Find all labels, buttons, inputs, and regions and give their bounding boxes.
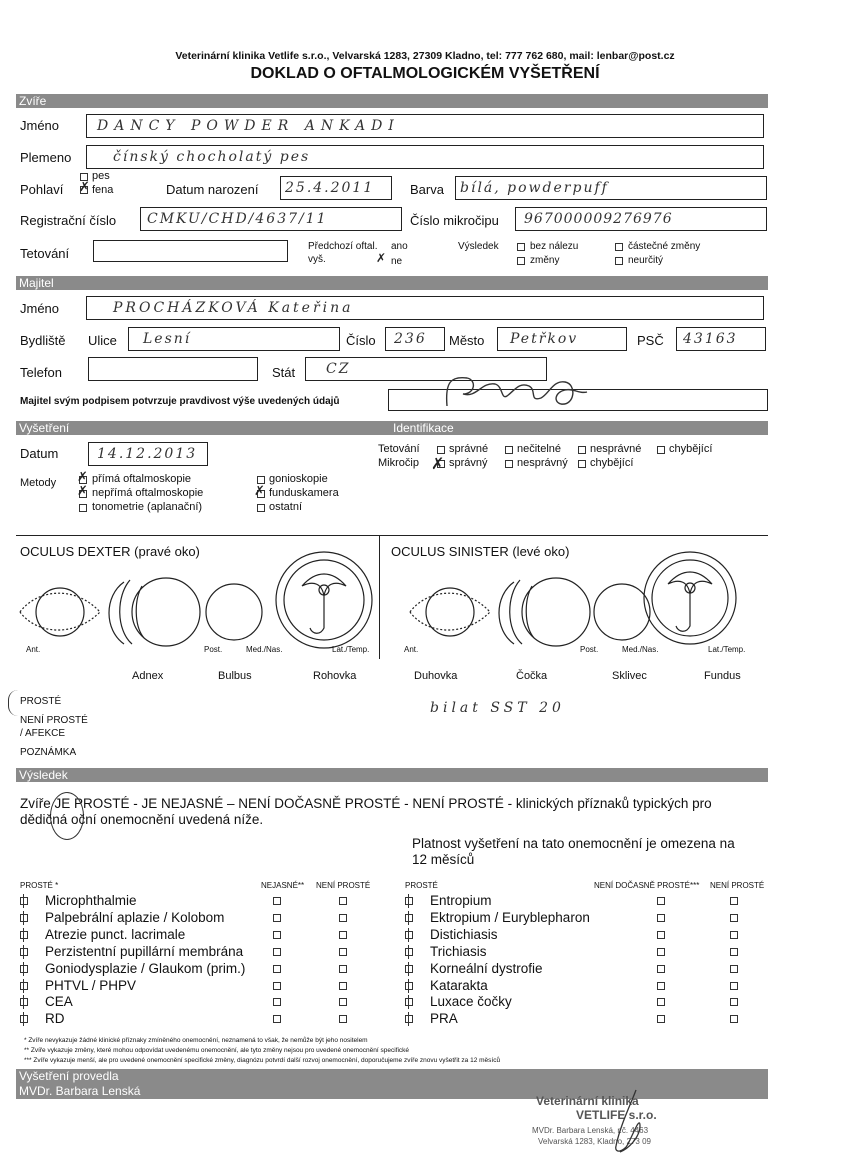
left-not-free-checkbox[interactable]: [339, 1015, 347, 1023]
prev-exam-no: ne: [391, 256, 403, 267]
footer-section-title: Vyšetření provedla: [19, 1069, 119, 1083]
right-temp-checkbox[interactable]: [657, 1015, 665, 1023]
footnote-1: * Zvíře nevykazuje žádné klinické příznaky zmíněného onemocnění, neznamená to však, že nemůže být jeho nositelem: [24, 1037, 368, 1044]
owner-signature: [437, 372, 597, 412]
sex-option-male: pes: [92, 170, 110, 182]
street-field[interactable]: [128, 327, 340, 351]
col-free-left: PROSTÉ *: [20, 881, 59, 890]
od-post-label: Post.: [204, 645, 223, 654]
disease-right: Korneální dystrofie: [430, 961, 543, 976]
row-prosté: PROSTÉ: [20, 696, 62, 707]
left-free-mark: [23, 894, 24, 908]
method-check-6[interactable]: [257, 504, 265, 512]
right-temp-checkbox[interactable]: [657, 948, 665, 956]
chip-opt-2: nesprávný: [517, 457, 568, 469]
os-post-label: Post.: [580, 645, 599, 654]
prev-exam-label-1: Předchozí oftal.: [308, 241, 378, 252]
result-option-3: částečné změny: [628, 241, 701, 252]
result-option-2: změny: [530, 255, 560, 266]
house-number-field[interactable]: [385, 327, 445, 351]
left-free-checkbox[interactable]: [20, 965, 28, 973]
tattoo-check-1[interactable]: [437, 446, 445, 454]
result-option-4: neurčitý: [628, 255, 664, 266]
disease-right: Trichiasis: [430, 944, 487, 959]
col-sklivec: Sklivec: [612, 670, 647, 682]
method-check-4[interactable]: [257, 476, 265, 484]
od-bulbus-lens: [120, 580, 132, 644]
os-adnex-eye: [426, 588, 474, 636]
left-not-free-checkbox[interactable]: [339, 965, 347, 973]
animal-name-value: DANCY POWDER ANKADI: [97, 118, 400, 134]
right-not-free-checkbox[interactable]: [730, 1015, 738, 1023]
vet-signature: [590, 1086, 670, 1158]
zip-field[interactable]: [676, 327, 766, 351]
right-not-free-checkbox[interactable]: [730, 998, 738, 1006]
method-3: tonometrie (aplanační): [92, 501, 203, 513]
owner-signature-field[interactable]: [388, 389, 768, 411]
left-not-free-checkbox[interactable]: [339, 914, 347, 922]
result-checkbox-3[interactable]: [615, 243, 623, 251]
dob-field[interactable]: [280, 176, 392, 200]
col-adnex: Adnex: [132, 670, 164, 682]
left-free-checkbox[interactable]: [20, 1015, 28, 1023]
disease-right: Entropium: [430, 893, 492, 908]
breed-label: Plemeno: [20, 150, 72, 165]
house-number-value: 236: [394, 331, 427, 347]
right-temp-checkbox[interactable]: [657, 965, 665, 973]
color-value: bílá, powderpuff: [460, 180, 609, 196]
left-free-checkbox[interactable]: [20, 998, 28, 1006]
identification-section-title: Identifikace: [393, 421, 454, 435]
zip-value: 43163: [683, 331, 738, 347]
street-label: Ulice: [88, 333, 117, 348]
footnote-3: *** Zvíře vykazuje menší, ale pro uvedené onemocnění specifické změny, diagnózu potvrdí další rozvoj onemocnění, doporučujeme zvíře znovu vyšetřit za 12 měsíců: [24, 1057, 501, 1064]
disease-left: Microphthalmie: [45, 893, 137, 908]
dob-value: 25.4.2011: [285, 180, 375, 196]
os-ant-label: Ant.: [404, 645, 419, 654]
stamp-line-1: Veterinární klinika: [536, 1094, 639, 1108]
owner-confirm-text: Majitel svým podpisem potvrzuje pravdivost výše uvedených údajů: [20, 396, 340, 407]
left-unclear-checkbox[interactable]: [273, 982, 281, 990]
result-checkbox-4[interactable]: [615, 257, 623, 265]
left-unclear-checkbox[interactable]: [273, 897, 281, 905]
right-temp-checkbox[interactable]: [657, 914, 665, 922]
oculus-dexter-title: OCULUS DEXTER (pravé oko): [20, 544, 200, 559]
os-bulbus-cornea: [499, 582, 514, 644]
right-free-mark: [408, 979, 409, 993]
footnote-2: ** Zvíře vykazuje změny, které mohou odpovídat uvedenému onemocnění, ale tyto změny nejsou pro uvedené onemocnění specifické: [24, 1047, 410, 1054]
col-not-free-right: NENÍ PROSTÉ: [710, 881, 765, 890]
prev-exam-no-check-mark: ✗: [376, 251, 387, 265]
color-field[interactable]: [455, 176, 767, 200]
exam-date-value: 14.12.2013: [97, 446, 198, 462]
method-2: nepřímá oftalmoskopie: [92, 487, 204, 499]
os-mednas-label: Med./Nas.: [622, 645, 659, 654]
left-free-checkbox[interactable]: [20, 914, 28, 922]
right-not-free-checkbox[interactable]: [730, 948, 738, 956]
prev-exam-yes: ano: [391, 241, 408, 252]
left-free-mark: [23, 979, 24, 993]
right-not-free-checkbox[interactable]: [730, 914, 738, 922]
exam-date-label: Datum: [20, 446, 59, 461]
state-label: Stát: [272, 365, 296, 380]
right-free-mark: [408, 945, 409, 959]
left-free-checkbox[interactable]: [20, 948, 28, 956]
animal-name-label: Jméno: [20, 118, 60, 133]
left-unclear-checkbox[interactable]: [273, 948, 281, 956]
left-not-free-checkbox[interactable]: [339, 897, 347, 905]
chip-check-2[interactable]: [505, 460, 513, 468]
stamp-line-2: VETLIFE s.r.o.: [576, 1108, 657, 1122]
breed-value: čínský chocholatý pes: [113, 149, 311, 165]
left-unclear-checkbox[interactable]: [273, 998, 281, 1006]
left-unclear-checkbox[interactable]: [273, 931, 281, 939]
left-free-mark: [23, 928, 24, 942]
chip-opt-3: chybějící: [590, 457, 634, 469]
method-5-check-mark: ✗: [254, 484, 265, 499]
result-statement-line-1: Zvíře JE PROSTÉ - JE NEJASNÉ – NENÍ DOČASNĚ PROSTÉ - NENÍ PROSTÉ - klinických příznaků typických pro: [20, 796, 712, 811]
right-free-mark: [408, 962, 409, 976]
disease-left: PHTVL / PHPV: [45, 978, 137, 993]
result-label: Výsledek: [458, 241, 499, 252]
right-temp-checkbox[interactable]: [657, 931, 665, 939]
owner-section-bar: [16, 276, 768, 290]
right-not-free-checkbox[interactable]: [730, 931, 738, 939]
row-afekce: / AFEKCE: [20, 728, 66, 739]
city-field[interactable]: [497, 327, 627, 351]
animal-name-field[interactable]: [86, 114, 764, 138]
right-free-checkbox[interactable]: [405, 1015, 413, 1023]
tattoo-check-4[interactable]: [657, 446, 665, 454]
right-free-mark: [408, 928, 409, 942]
od-lens-circle: [206, 584, 262, 640]
phone-label: Telefon: [20, 365, 62, 380]
right-free-checkbox[interactable]: [405, 931, 413, 939]
left-unclear-checkbox[interactable]: [273, 1015, 281, 1023]
prosté-bracket: [8, 690, 19, 716]
disease-right: Ektropium / Euryblepharon: [430, 910, 590, 925]
page-title: DOKLAD O OFTALMOLOGICKÉM VYŠETŘENÍ: [250, 65, 600, 82]
tattoo-opt-2: nečitelné: [517, 443, 562, 455]
col-fundus: Fundus: [704, 670, 741, 682]
method-2-check-mark: ✗: [77, 484, 88, 499]
owner-section-title: Majitel: [19, 276, 54, 290]
ident-chip-label: Mikročip: [378, 457, 419, 469]
tattoo-label: Tetování: [20, 246, 70, 261]
method-6: ostatní: [269, 501, 303, 513]
col-cocka: Čočka: [516, 670, 548, 682]
exam-section-bar: [16, 421, 768, 435]
right-free-mark: [408, 894, 409, 908]
result-section-bar: [16, 768, 768, 782]
disease-left: RD: [45, 1011, 65, 1026]
validity-line-2: 12 měsíců: [412, 852, 475, 867]
tattoo-opt-4: chybějící: [669, 443, 713, 455]
animal-section-bar: [16, 94, 768, 108]
zip-label: PSČ: [637, 333, 664, 348]
col-not-free-left: NENÍ PROSTÉ: [316, 881, 371, 890]
stamp-line-3: MVDr. Barbara Lenská, r.č. 4463: [532, 1126, 649, 1135]
left-not-free-checkbox[interactable]: [339, 948, 347, 956]
right-free-checkbox[interactable]: [405, 998, 413, 1006]
right-temp-checkbox[interactable]: [657, 998, 665, 1006]
ident-tattoo-label: Tetování: [378, 443, 420, 455]
od-adnex-eye: [36, 588, 84, 636]
exam-date-field[interactable]: [88, 442, 208, 466]
right-free-mark: [408, 1012, 409, 1026]
chip-number-label: Číslo mikročipu: [410, 213, 499, 228]
sex-option-female: fena: [92, 184, 114, 196]
left-free-mark: [23, 995, 24, 1009]
prev-exam-label-2: vyš.: [308, 254, 326, 265]
phone-field[interactable]: [88, 357, 258, 381]
disease-right: Luxace čočky: [430, 994, 512, 1009]
disease-right: Distichiasis: [430, 927, 498, 942]
right-free-mark: [408, 995, 409, 1009]
left-not-free-checkbox[interactable]: [339, 931, 347, 939]
os-adnex-eyelid: [410, 593, 490, 630]
od-mednas-label: Med./Nas.: [246, 645, 283, 654]
os-bulbus-lens: [510, 580, 522, 644]
right-free-checkbox[interactable]: [405, 948, 413, 956]
right-temp-checkbox[interactable]: [657, 897, 665, 905]
col-unclear-left: NEJASNÉ**: [261, 881, 305, 890]
chip-opt-1: správný: [449, 457, 488, 469]
oculus-dexter-diagram: [16, 540, 380, 658]
method-1-check-mark: ✗: [77, 470, 88, 485]
disease-left: Palpebrální aplazie / Kolobom: [45, 910, 225, 925]
chip-correct-check-mark: ✗: [431, 454, 445, 473]
left-free-checkbox[interactable]: [20, 897, 28, 905]
col-free-right: PROSTÉ: [405, 881, 438, 890]
col-temp-right: NENÍ DOČASNĚ PROSTÉ***: [594, 881, 700, 890]
method-check-3[interactable]: [79, 504, 87, 512]
validity-line-1: Platnost vyšetření na tato onemocnění je omezena na: [412, 836, 735, 851]
od-adnex-eyelid: [20, 593, 100, 630]
os-fundus-vessels: [668, 572, 712, 631]
method-5: funduskamera: [269, 487, 339, 499]
right-free-checkbox[interactable]: [405, 897, 413, 905]
disease-left: Goniodysplazie / Glaukom (prim.): [45, 961, 246, 976]
reg-number-label: Registrační číslo: [20, 213, 117, 228]
right-not-free-checkbox[interactable]: [730, 965, 738, 973]
breed-field[interactable]: [86, 145, 764, 169]
left-unclear-checkbox[interactable]: [273, 965, 281, 973]
result-statement-line-2: dědičná oční onemocnění uvedená níže.: [20, 812, 264, 827]
col-bulbus: Bulbus: [218, 670, 252, 682]
result-option-1: bez nálezu: [530, 241, 579, 252]
chip-number-value: 967000009276976: [524, 211, 673, 227]
os-lattemp-label: Lat./Temp.: [708, 645, 746, 654]
color-label: Barva: [410, 182, 444, 197]
reg-number-field[interactable]: [140, 207, 402, 231]
chip-check-3[interactable]: [578, 460, 586, 468]
chip-number-field[interactable]: [515, 207, 767, 231]
left-free-checkbox[interactable]: [20, 931, 28, 939]
row-poznamka: POZNÁMKA: [20, 747, 77, 758]
od-fundus-vessels: [302, 574, 346, 633]
state-value: CZ: [326, 361, 351, 377]
right-temp-checkbox[interactable]: [657, 982, 665, 990]
animal-section-title: Zvíře: [19, 94, 47, 108]
city-value: Petřkov: [510, 331, 579, 347]
right-free-checkbox[interactable]: [405, 965, 413, 973]
tattoo-check-3[interactable]: [578, 446, 586, 454]
disease-left: CEA: [45, 994, 73, 1009]
oculus-sinister-diagram: [380, 540, 768, 658]
oculus-sinister-title: OCULUS SINISTER (levé oko): [391, 544, 570, 559]
left-free-mark: [23, 1012, 24, 1026]
left-free-mark: [23, 945, 24, 959]
reg-number-value: CMKU/CHD/4637/11: [147, 211, 328, 227]
method-1: přímá oftalmoskopie: [92, 473, 192, 485]
disease-right: PRA: [430, 1011, 458, 1026]
disease-left: Atrezie punct. lacrimale: [45, 927, 186, 942]
result-checkbox-2[interactable]: [517, 257, 525, 265]
exam-section-title: Vyšetření: [19, 421, 70, 435]
stamp-line-4: Velvarská 1283, Kladno, 273 09: [538, 1137, 651, 1146]
os-lens-circle: [594, 584, 650, 640]
owner-name-value: PROCHÁZKOVÁ Kateřina: [113, 300, 354, 316]
method-4: gonioskopie: [269, 473, 328, 485]
footer-vet-name: MVDr. Barbara Lenská: [19, 1084, 141, 1098]
house-number-label: Číslo: [346, 333, 376, 348]
left-free-mark: [23, 911, 24, 925]
tattoo-check-2[interactable]: [505, 446, 513, 454]
tattoo-opt-1: správné: [449, 443, 489, 455]
disease-right: Katarakta: [430, 978, 488, 993]
left-not-free-checkbox[interactable]: [339, 998, 347, 1006]
right-free-mark: [408, 911, 409, 925]
left-unclear-checkbox[interactable]: [273, 914, 281, 922]
disease-left: Perzistentní pupillární membrána: [45, 944, 244, 959]
left-free-checkbox[interactable]: [20, 982, 28, 990]
od-ant-label: Ant.: [26, 645, 41, 654]
right-free-checkbox[interactable]: [405, 982, 413, 990]
row-není-prosté: NENÍ PROSTÉ: [20, 715, 88, 726]
sex-label: Pohlaví: [20, 182, 64, 197]
od-lattemp-label: Lat./Temp.: [332, 645, 370, 654]
left-free-mark: [23, 962, 24, 976]
right-free-checkbox[interactable]: [405, 914, 413, 922]
left-not-free-checkbox[interactable]: [339, 982, 347, 990]
col-duhovka: Duhovka: [414, 670, 458, 682]
right-not-free-checkbox[interactable]: [730, 982, 738, 990]
clinic-line: Veterinární klinika Vetlife s.r.o., Velvarská 1283, 27309 Kladno, tel: 777 762 680, mail: lenbar@post.cz: [175, 50, 675, 62]
dob-label: Datum narození: [166, 182, 259, 197]
street-value: Lesní: [143, 331, 192, 347]
city-label: Město: [449, 333, 485, 348]
owner-name-label: Jméno: [20, 301, 60, 316]
handwritten-note: bilat SST 20: [430, 700, 565, 716]
result-section-title: Výsledek: [19, 768, 68, 782]
col-rohovka: Rohovka: [313, 670, 357, 682]
tattoo-opt-3: nesprávné: [590, 443, 642, 455]
methods-label: Metody: [20, 477, 57, 489]
sex-female-check-mark: ✗: [79, 180, 90, 195]
od-bulbus-cornea: [109, 582, 124, 644]
right-not-free-checkbox[interactable]: [730, 897, 738, 905]
address-label: Bydliště: [20, 333, 66, 348]
owner-name-field[interactable]: [86, 296, 764, 320]
result-checkbox-1[interactable]: [517, 243, 525, 251]
tattoo-field[interactable]: [93, 240, 288, 262]
